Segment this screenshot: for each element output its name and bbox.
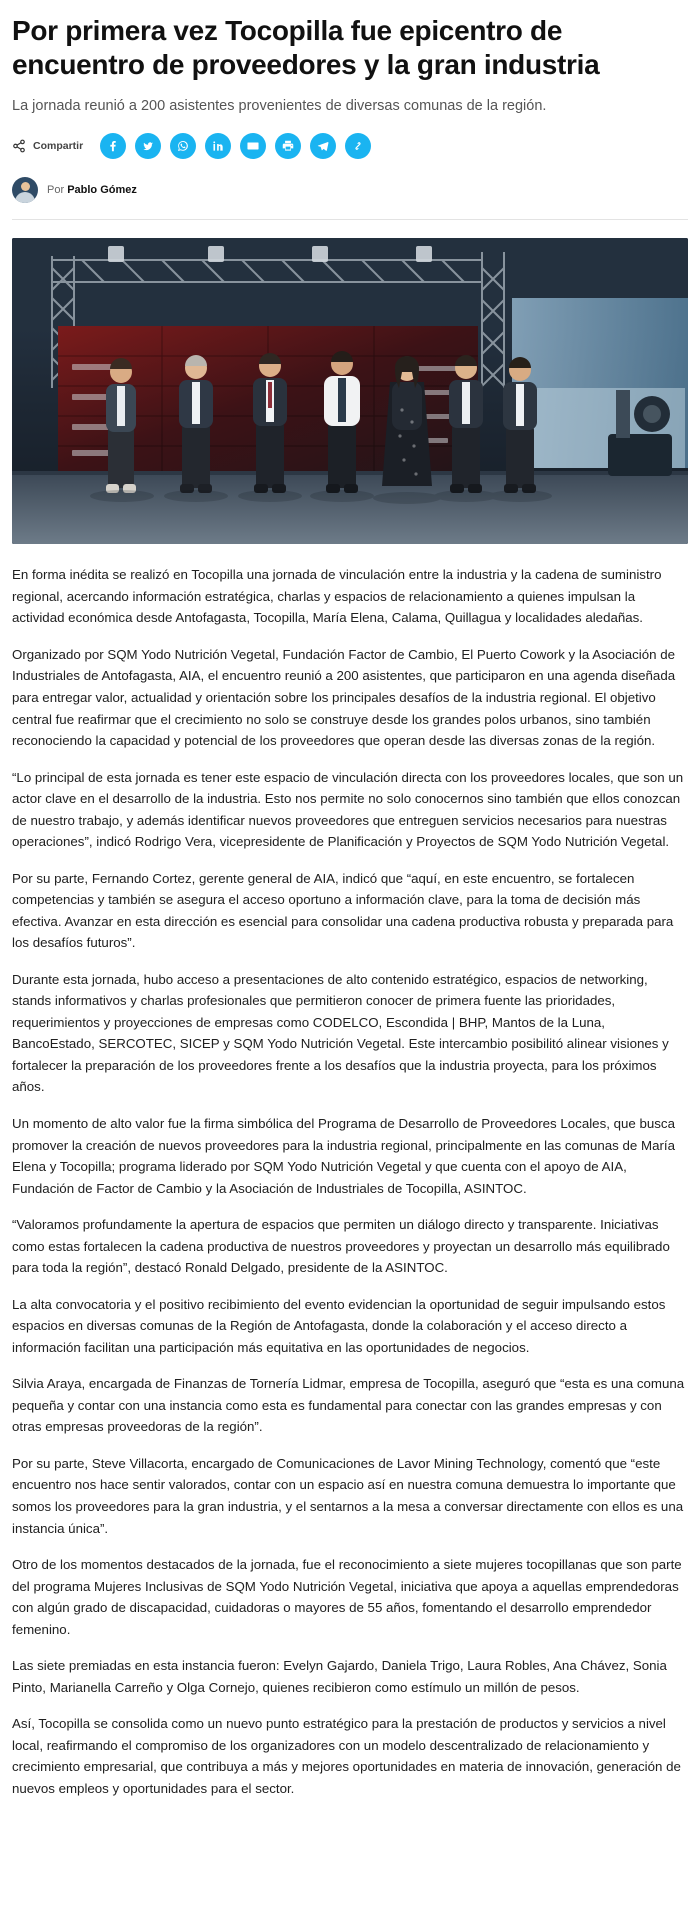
article-paragraph: “Lo principal de esta jornada es tener este espacio de vinculación directa con los proveedores locales, que son un actor clave en el desarrollo de la industria. Esto nos permite no solo conocernos sino también que ellos conozcan de nuestro trabajo, y además identificar nuevos proveedores que entreguen servicios necesarios para nuestras operaciones”, indicó Rodrigo Vera, vicepresidente de Planificación y Proyectos de SQM Yodo Nutrición Vegetal. [12, 769, 684, 850]
article-paragraph: Las siete premiadas en esta instancia fueron: Evelyn Gajardo, Daniela Trigo, Laura Robles, Ana Chávez, Sonia Pinto, Marianella Carreño y Olga Cornejo, quienes recibieron como estímulo un millón de pesos. [12, 1658, 667, 1695]
divider [12, 219, 688, 220]
share-linkedin-button[interactable] [205, 133, 231, 159]
share-label-group [12, 139, 83, 153]
article-paragraph: Por su parte, Fernando Cortez, gerente general de AIA, indicó que “aquí, en este encuentro, se fortalecen competencias y también se asegura el acceso oportuno a información clave, para la toma de decisión más efectiva. Avanzar en esta dirección es esencial para consolidar una cadena productiva robusta y preparada para los desafíos futuros”. [12, 870, 674, 951]
article-paragraph: Por su parte, Steve Villacorta, encargado de Comunicaciones de Lavor Mining Technology, comentó que “este encuentro nos hace sentir valorados, contar con un espacio así en nuestra comuna demuestra lo importante que somos los proveedores para la gran industria, y el sentarnos a la mesa a conversar directamente con ellos es una instancia única”. [12, 1455, 684, 1536]
share-print-button[interactable] [275, 133, 301, 159]
byline-author[interactable]: Pablo Gómez [67, 184, 137, 197]
byline-prefix: Por [47, 184, 65, 197]
share-label: Compartir [33, 140, 84, 153]
article-paragraph: Durante esta jornada, hubo acceso a presentaciones de alto contenido estratégico, espacios de networking, stands informativos y charlas profesionales que permitieron conocer de primera fuente las prioridades, requerimientos y proyecciones de empresas como CODELCO, Escondida | BHP, Mantos de la Luna, BancoEstado, SERCOTEC, SICEP y SQM Yodo Nutrición Vegetal. Este intercambio posibilitó alinear visiones y fortalecer la preparación de los proveedores frente a los desafíos que la industria proyecta, para los próximos años. [12, 971, 669, 1095]
share-twitter-button[interactable] [135, 133, 161, 159]
avatar-body [15, 192, 35, 203]
article-paragraph: “Valoramos profundamente la apertura de espacios que permiten un diálogo directo y transparente. Iniciativas como estas fortalecen la cadena productiva de nuestros proveedores y proyectan un desarrollo más equilibrado para toda la región”, destacó Ronald Delgado, presidente de la ASINTOC. [12, 1217, 670, 1276]
share-telegram-button[interactable] [310, 133, 336, 159]
article-paragraph: En forma inédita se realizó en Tocopilla una jornada de vinculación entre la industria y la cadena de suministro regional, acercando información estratégica, charlas y espacios de relacionamiento a quienes impulsan la actividad económica desde Antofagasta, Tocopilla, María Elena, Calama, Quillagua y localidades aledañas. [12, 567, 662, 626]
article-body [12, 564, 688, 1799]
article-paragraph: Así, Tocopilla se consolida como un nuevo punto estratégico para la prestación de productos y servicios a nivel local, reafirmando el compromiso de los organizadores con un modelo descentralizado de relacionamiento y crecimiento empresarial, que contribuya a más y mejores oportunidades en materia de innovación, generación de nuevos empleos y oportunidades para el sector. [12, 1716, 681, 1796]
article-paragraph: Silvia Araya, encargada de Finanzas de Tornería Lidmar, empresa de Tocopilla, aseguró que “esta es una comuna pequeña y contar con una instancia como esta es fundamental para conectar con las grandes empresas y con otras empresas proveedoras de la región”. [12, 1376, 685, 1435]
avatar [12, 177, 38, 203]
share-whatsapp-button[interactable] [170, 133, 196, 159]
byline-text [47, 184, 137, 196]
avatar-head [21, 182, 30, 191]
byline [12, 177, 688, 203]
article-subheadline: La jornada reunió a 200 asistentes provenientes de diversas comunas de la región. [12, 98, 547, 115]
share-icon [12, 139, 26, 153]
share-email-button[interactable] [240, 133, 266, 159]
article-paragraph: Otro de los momentos destacados de la jornada, fue el reconocimiento a siete mujeres tocopillanas que son parte del programa Mujeres Inclusivas de SQM Yodo Nutrición Vegetal, iniciativa que apoya a aquellas emprendedoras con algún grado de discapacidad, cuidadoras o mayores de 55 años, fomentando el desarrollo emprendedor femenino. [12, 1557, 682, 1637]
article-paragraph: Organizado por SQM Yodo Nutrición Vegetal, Fundación Factor de Cambio, El Puerto Cowork y la Asociación de Industriales de Antofagasta, AIA, el encuentro reunió a 200 asistentes, que participaron en una agenda diseñada para entregar valor, actualidad y orientación sobre los principales desafíos de la industria regional. El objetivo central fue reafirmar que el crecimiento no solo se construye desde los grandes polos urbanos, sino también reconociendo la capacidad y potencial de los proveedores que operan desde las diversas zonas de la región. [12, 646, 676, 749]
share-facebook-button[interactable] [100, 133, 126, 159]
article-paragraph: La alta convocatoria y el positivo recibimiento del evento evidencian la oportunidad de seguir impulsando estos espacios en diversas comunas de la Región de Antofagasta, donde la colaboración y el acceso directo a información facilitan una participación más equitativa en las oportunidades de negocios. [12, 1296, 666, 1355]
hero-image [12, 238, 688, 544]
share-bar [12, 133, 688, 159]
share-copy-link-button[interactable] [345, 133, 371, 159]
page-title: Por primera vez Tocopilla fue epicentro de encuentro de proveedores y la gran industria [12, 15, 600, 81]
article-paragraph: Un momento de alto valor fue la firma simbólica del Programa de Desarrollo de Proveedores Locales, que busca promover la creación de nuevos proveedores para la industria regional, principalmente en las comunas de María Elena y Tocopilla; programa liderado por SQM Yodo Nutrición Vegetal y que cuenta con el apoyo de AIA, Fundación de Factor de Cambio y la Asociación de Industriales de Tocopilla, ASINTOC. [12, 1116, 675, 1196]
